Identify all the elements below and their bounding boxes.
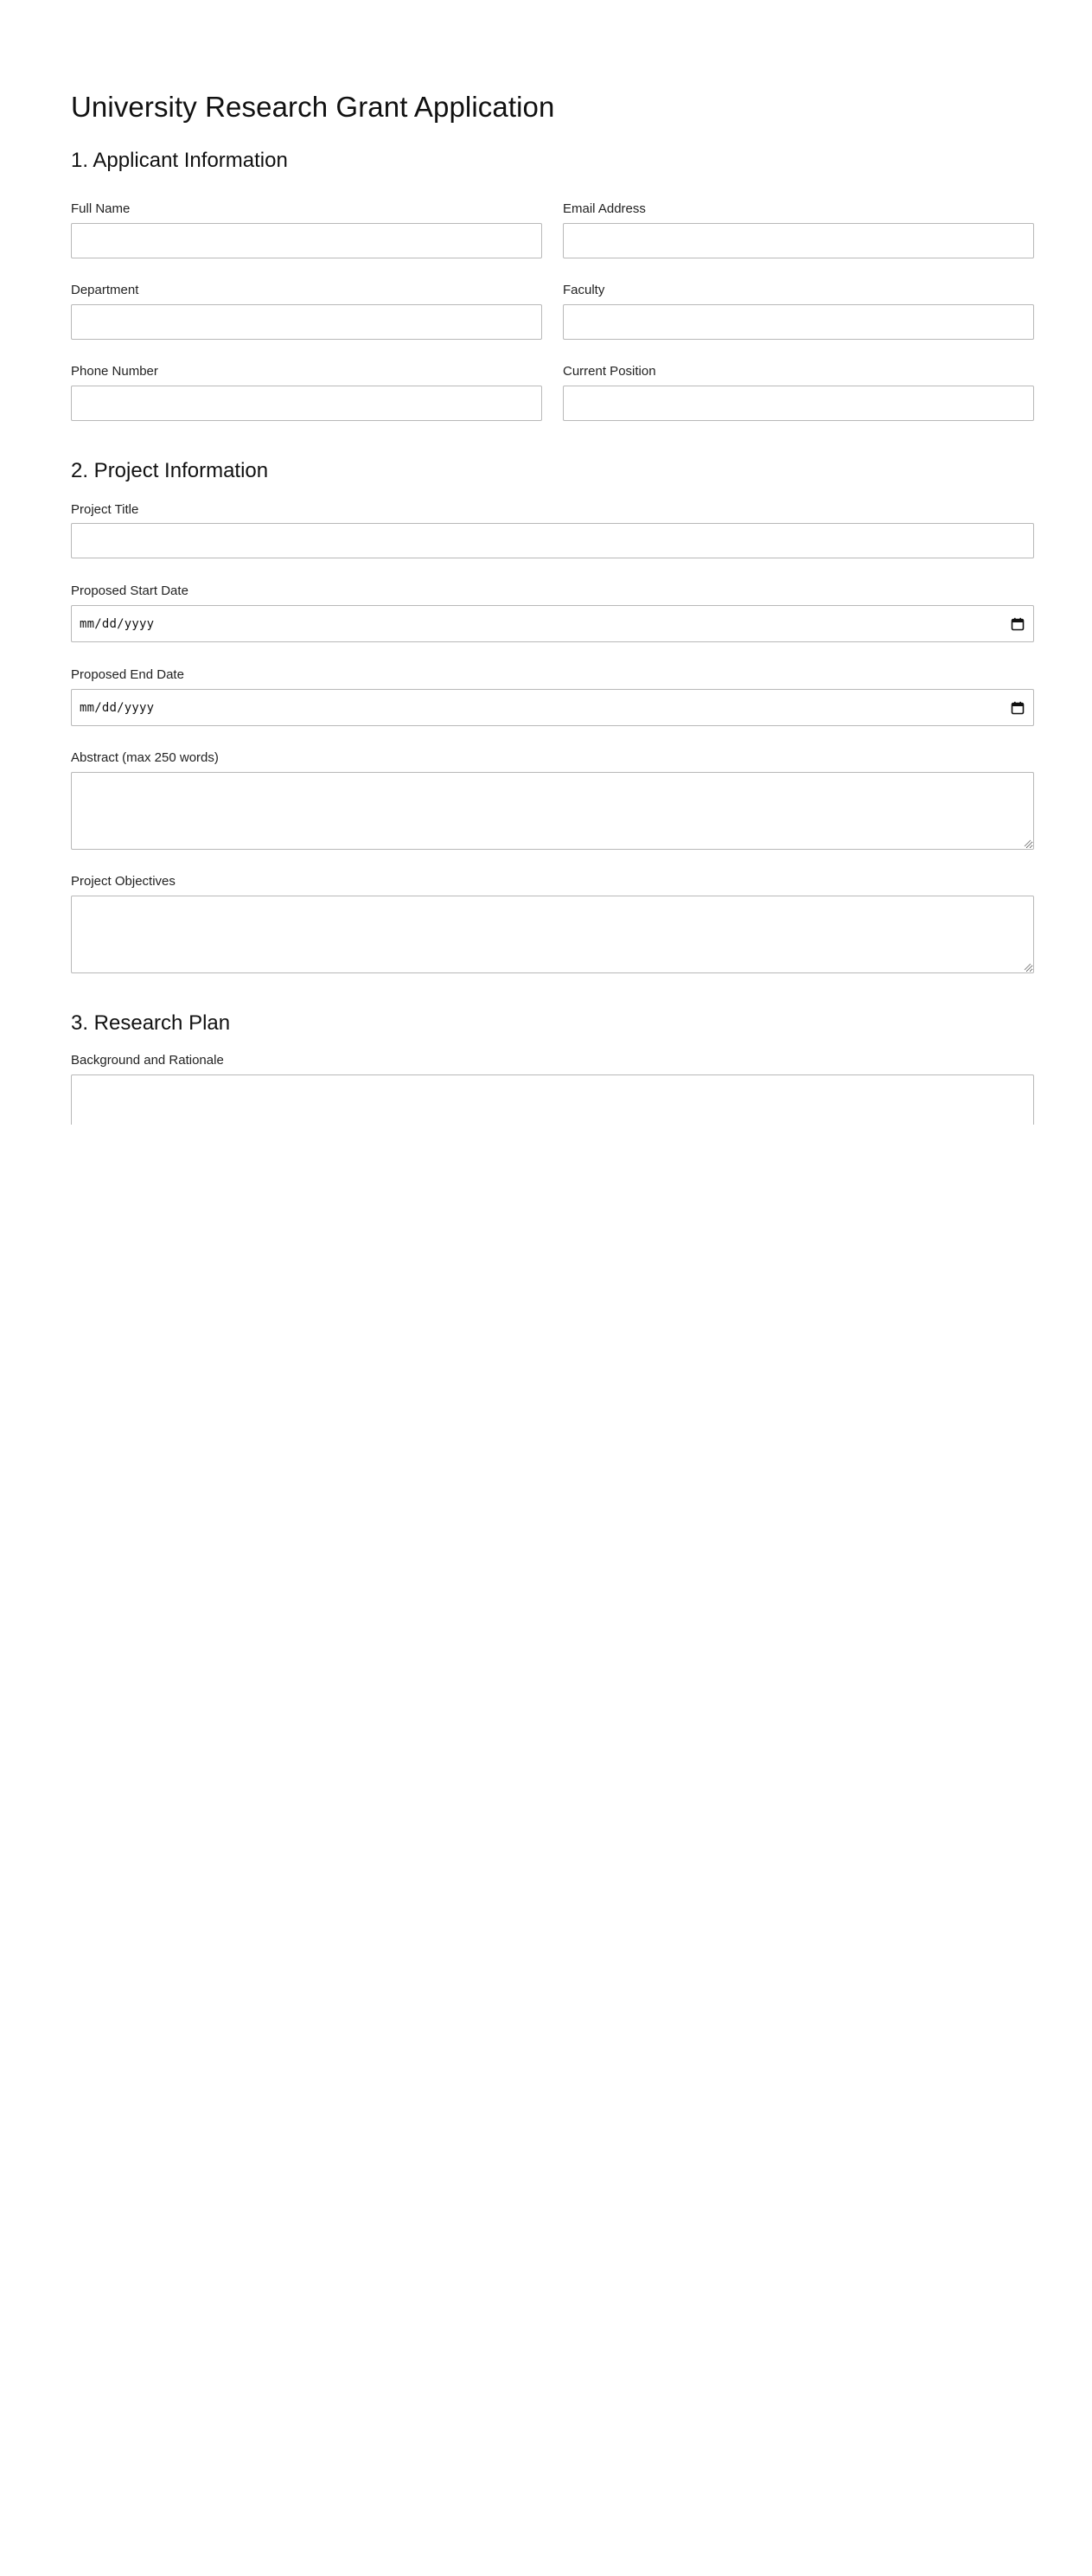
phone-label: Phone Number [71,364,158,379]
resize-grip-icon[interactable] [1023,962,1031,971]
abstract-label: Abstract (max 250 words) [71,750,219,765]
resize-grip-icon[interactable] [1023,838,1031,847]
project-title-input[interactable] [71,523,1034,558]
faculty-label: Faculty [563,283,605,297]
abstract-textarea[interactable] [71,772,1034,850]
phone-input[interactable] [71,386,542,421]
page-title: University Research Grant Application [71,91,555,123]
calendar-icon[interactable] [1011,617,1025,631]
department-input[interactable] [71,304,542,340]
end-date-input[interactable] [71,689,1034,726]
start-date-label: Proposed Start Date [71,583,188,598]
section-heading-research-plan: 3. Research Plan [71,1011,231,1035]
section-heading-project: 2. Project Information [71,459,269,482]
position-input[interactable] [563,386,1034,421]
start-date-placeholder: mm/dd/yyyy [80,616,155,631]
department-label: Department [71,283,139,297]
project-title-label: Project Title [71,502,139,517]
background-label: Background and Rationale [71,1053,224,1068]
end-date-label: Proposed End Date [71,667,184,682]
start-date-input[interactable] [71,605,1034,642]
objectives-label: Project Objectives [71,874,176,889]
full-name-input[interactable] [71,223,542,258]
position-label: Current Position [563,364,656,379]
faculty-input[interactable] [563,304,1034,340]
calendar-icon[interactable] [1011,701,1025,715]
end-date-placeholder: mm/dd/yyyy [80,700,155,715]
full-name-label: Full Name [71,201,131,216]
email-input[interactable] [563,223,1034,258]
blank-render-area [0,1125,1092,2576]
objectives-textarea[interactable] [71,896,1034,973]
email-label: Email Address [563,201,646,216]
section-heading-applicant: 1. Applicant Information [71,149,288,172]
